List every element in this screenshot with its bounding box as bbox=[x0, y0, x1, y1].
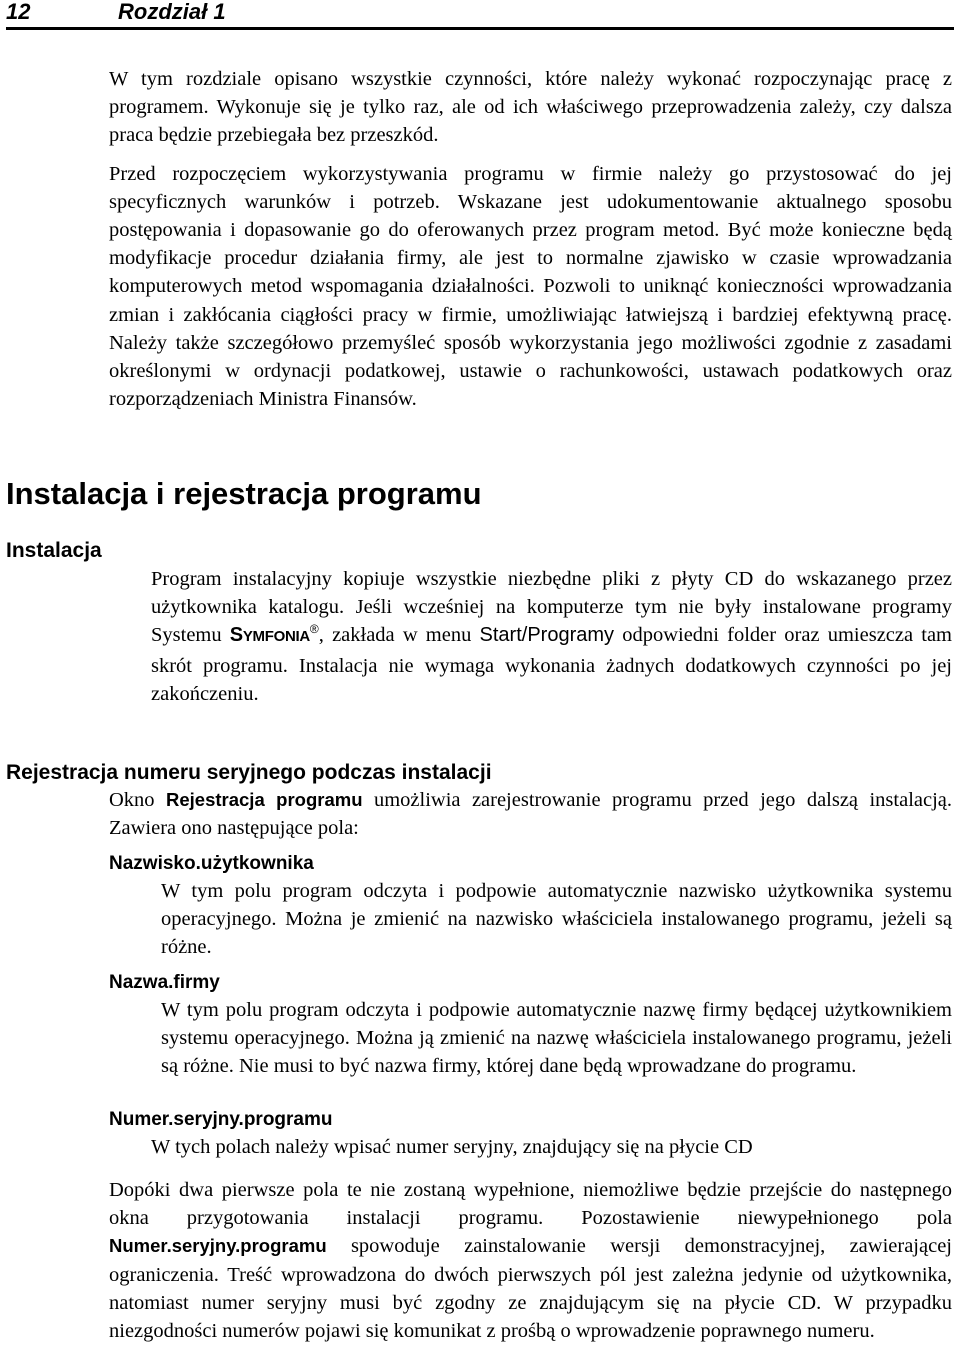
registration-intro-1: Okno bbox=[109, 789, 155, 811]
closing-field-name: Numer.seryjny.programu bbox=[109, 1235, 327, 1257]
closing-paragraph bbox=[109, 1176, 952, 1345]
field-desc-username: W tym polu program odczyta i podpowie automatycznie nazwisko użytkownika systemu operacyjnego. Można je zmienić na nazwisko właściciela instalowanego programu, jeżeli są różne. bbox=[161, 880, 952, 959]
chapter-title: Rozdział 1 bbox=[118, 0, 226, 24]
installation-text-3: odpowiedni folder oraz umieszcza tam skrót programu. Instalacja nie wymaga wykonania żadnych dodatkowych czynności po jej zakończeniu. bbox=[151, 624, 952, 705]
installation-text-1: Program instalacyjny kopiuje wszystkie niezbędne pliki z płyty CD do wskazanego przez użytkownika katalogu. Jeśli wcześniej na komputerze tym nie były instalowane programy Systemu bbox=[151, 568, 952, 647]
installation-heading: Instalacja bbox=[6, 539, 102, 562]
registered-mark: ® bbox=[309, 622, 319, 637]
page-number: 12 bbox=[6, 0, 31, 24]
installation-paragraph bbox=[151, 565, 952, 708]
closing-text-1: Dopóki dwa pierwsze pola te nie zostaną wypełnione, niemożliwe będzie przejście do następnego okna przygotowania instalacji programu. Pozostawienie niewypełnionego pola bbox=[109, 1179, 952, 1230]
field-desc-company: W tym polu program odczyta i podpowie automatycznie nazwę firmy będącej użytkownikiem systemu operacyjnego. Można ją zmienić na nazwę właściciela instalowanego programu, jeżeli są różne. Nie musi to być nazwa firmy, której dane będą wprowadzane do programu. bbox=[161, 999, 952, 1078]
window-name: Rejestracja programu bbox=[166, 789, 363, 810]
closing-text-2: spowoduje zainstalowanie wersji demonstracyjnej, zawierającej ograniczenia. Treść wprowadzona do dwóch pierwszych pól jest zależna jedynie od użytkownika, natomiast numer seryjny musi być zgodny ze znajdującym się na płycie CD. W przypadku niezgodności numerów pojawi się komunikat z prośbą o wprowadzenie poprawnego numeru. bbox=[109, 1235, 952, 1343]
registration-heading: Rejestracja numeru seryjnego podczas instalacji bbox=[6, 761, 492, 784]
registration-intro-2: umożliwia zarejestrowanie programu przed jego dalszą instalacją. Zawiera ono następujące pola: bbox=[109, 789, 953, 840]
field-label-username: Nazwisko.użytkownika bbox=[109, 853, 314, 874]
section-title: Instalacja i rejestracja programu bbox=[6, 476, 482, 511]
field-label-serial: Numer.seryjny.programu bbox=[109, 1109, 333, 1130]
brand-rest: YMFONIA bbox=[242, 628, 310, 646]
menu-path: Start/Programy bbox=[479, 624, 615, 647]
field-desc-serial: W tych polach należy wpisać numer seryjny, znajdujący się na płycie CD bbox=[151, 1136, 753, 1158]
intro-paragraph-1: W tym rozdziale opisano wszystkie czynności, które należy wykonać rozpoczynając pracę z programem. Wykonuje się je tylko raz, ale od ich właściwego przeprowadzenia zależy, czy dalsza praca będzie przebiegała bez przeszkód. bbox=[109, 68, 952, 147]
page-header bbox=[6, 0, 954, 30]
intro-paragraph-2: Przed rozpoczęciem wykorzystywania programu w firmie należy go przystosować do jej specyficznych warunków i potrzeb. Wskazane jest udokumentowanie aktualnego sposobu postępowania i dopasowanie go do oferowanych przez program metod. Być może konieczne będą modyfikacje procedur działania firmy, ale jest to normalne zjawisko w czasie wprowadzania komputerowych metod wspomagania działalności. Pozwoli to uniknąć konieczności wprowadzania zmian i zakłócania ciągłości pracy w firmie, umożliwiając łatwiejszą i bardziej efektywną pracę. Należy także szczegółowo przemyśleć sposób wykorzystania jego możliwości zgodnie z zasadami określonymi w ordynacji podatkowej, ustawie o rachunkowości, ustawach podatkowych oraz rozporządzeniach Ministra Finansów. bbox=[109, 162, 952, 411]
installation-text-2: , zakłada w menu bbox=[318, 624, 472, 647]
field-label-company: Nazwa.firmy bbox=[109, 972, 220, 993]
symfonia-brand bbox=[229, 624, 310, 647]
registration-intro bbox=[109, 786, 952, 842]
intro-block bbox=[109, 65, 952, 413]
brand-first-letter: S bbox=[229, 624, 243, 647]
